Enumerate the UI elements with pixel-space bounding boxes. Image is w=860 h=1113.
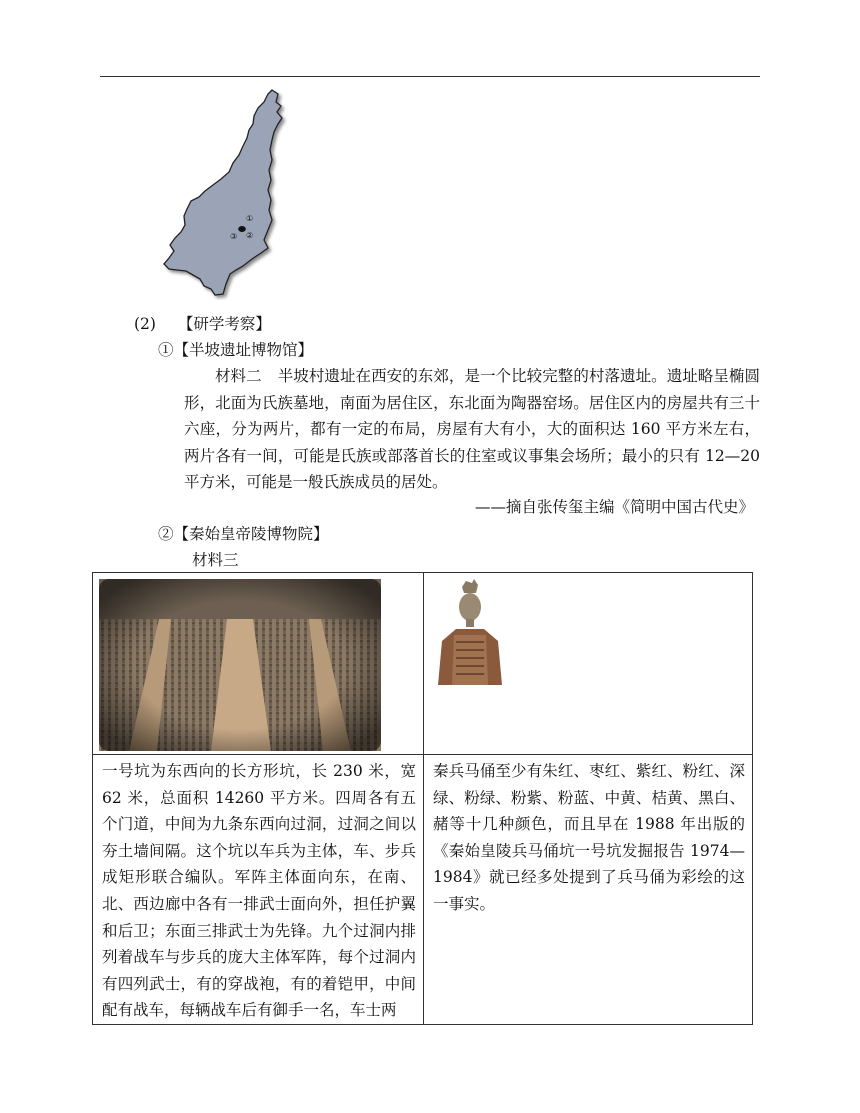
- material-two-text: 半坡村遗址在西安的东郊，是一个比较完整的村落遗址。遗址略呈椭圆形，北面为氏族墓地，南面为居住区，东北面为陶器窑场。居住区内的房屋共有三十六座，分为两片，都有一定的布局，房屋有大有小，大的面积达 160 平方米左右，两片各有一间，可能是氏族或部落首长的住室或议事集会场所；最小的只有 12—20 平方米，可能是一般氏族成员的居处。: [184, 367, 760, 491]
- material-two-source: ——摘自张传玺主编《简明中国古代史》: [474, 498, 754, 516]
- map-label-2: ②: [246, 231, 254, 240]
- terracotta-pit-photo: [99, 579, 381, 751]
- color-description-text: 秦兵马俑至少有朱红、枣红、紫红、粉红、深绿、粉绿、粉紫、粉蓝、中黄、桔黄、黑白、赭等十几种颜色，而且早在 1988 年出版的《秦始皇陵兵马俑坑一号坑发掘报告 1974—1984》就已经多处提到了兵马俑为彩绘的这一事实。: [433, 762, 745, 913]
- question-heading: 【研学考察】: [177, 315, 271, 333]
- material-three-label: 材料三: [192, 551, 239, 569]
- pit-photo-cell: [93, 573, 424, 755]
- map-label-1: ①: [246, 214, 254, 223]
- header-rule: [100, 76, 760, 77]
- question-number: [134, 312, 271, 336]
- warrior-photo-cell: [424, 573, 753, 755]
- material-three-table: [92, 572, 753, 1025]
- shaanxi-map: [160, 88, 292, 300]
- xian-marker: [238, 226, 246, 232]
- terracotta-warrior-photo: [432, 579, 508, 685]
- site2-heading: ②【秦始皇帝陵博物院】: [158, 525, 329, 543]
- pit-description-text: 一号坑为东西向的长方形坑，长 230 米，宽 62 米，总面积 14260 平方米。四周各有五个门道，中间为九条东西向过洞，过洞之间以夯土墙间隔。这个坑以车兵为主体，车、步兵成矩形联合编队。军阵主体面向东，在南、北、西边廊中各有一排武士面向外，担任护翼和后卫；东面三排武士为先锋。九个过洞内排列着战车与步兵的庞大主体军阵，每个过洞内有四列武士，有的穿战袍，有的着铠甲，中间配有战车，每辆战车后有御手一名，车士两: [102, 762, 416, 1020]
- province-outline: [164, 90, 282, 295]
- map-label-3: ③: [230, 232, 238, 241]
- pit-description-cell: [93, 755, 424, 1025]
- color-description-cell: [424, 755, 753, 1025]
- question-number-text: (2): [134, 315, 156, 333]
- material-two-label: 材料二: [215, 367, 262, 385]
- material-two-paragraph: [184, 363, 760, 496]
- site1-heading: ①【半坡遗址博物馆】: [158, 341, 314, 359]
